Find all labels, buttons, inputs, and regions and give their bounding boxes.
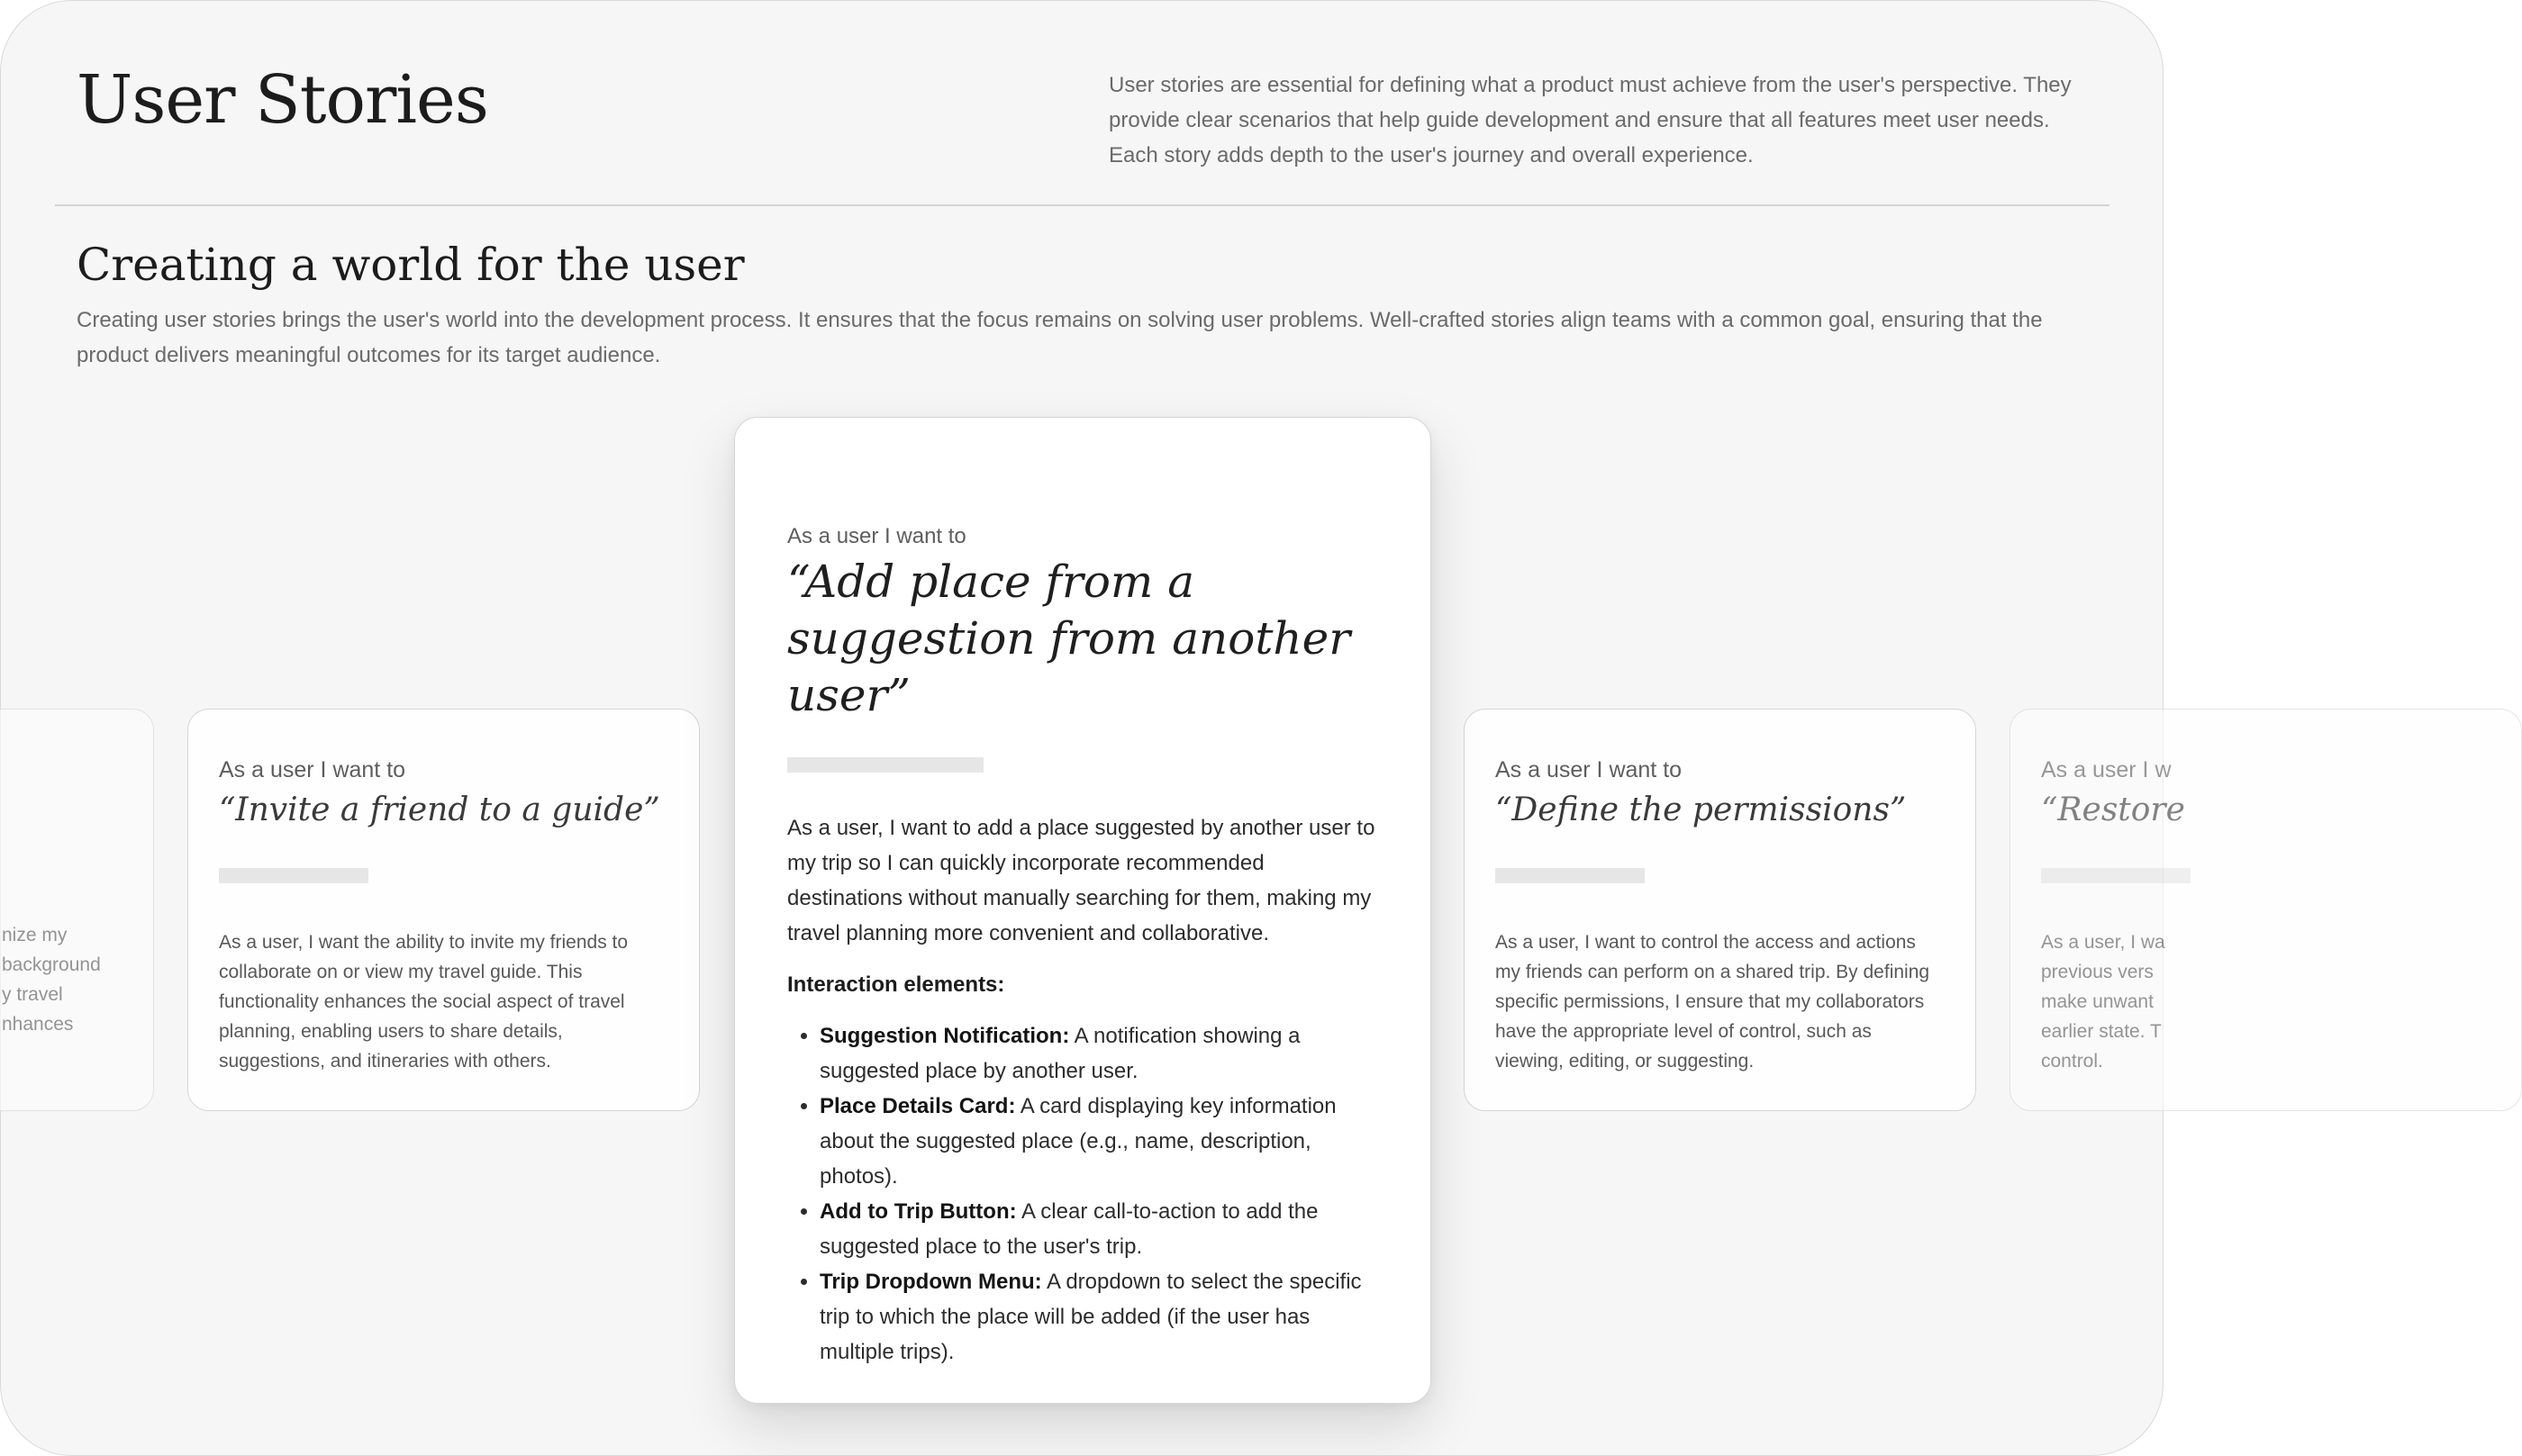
story-card-accent-bar (1495, 868, 1645, 883)
story-card-line: previous vers (2041, 962, 2154, 982)
interaction-elements-heading: Interaction elements: (787, 972, 1005, 997)
story-card-line: make unwant (2041, 991, 2154, 1012)
story-card-kicker: As a user I want to (787, 524, 966, 548)
page-title: User Stories (77, 61, 488, 139)
story-card-line: nhances (2, 1014, 74, 1035)
interaction-element-text: A clear call-to-action to add the suggested place to the user's trip. (820, 1199, 1319, 1259)
story-card-line: control. (2041, 1051, 2103, 1072)
story-card-kicker: As a user I want to (1495, 757, 1683, 782)
story-card-body: As a user, I want to control the access and actions my friends can perform on a shared trip. By defining specific permissions, I ensure that my collaborators have the appropriate level of control, such as viewing, editing, or suggesting. (1495, 932, 1930, 1072)
interaction-element-item (820, 1264, 1378, 1370)
interaction-element-text: A card displaying key information about the suggested place (e.g., name, description, photos). (820, 1094, 1337, 1189)
story-card-kicker: As a user I want to (219, 757, 406, 782)
interaction-element-name: Add to Trip Button: (820, 1199, 1017, 1224)
story-card-line: nize my (2, 925, 68, 945)
story-card-line: y travel (2, 984, 63, 1005)
interaction-element-item (820, 1018, 1378, 1089)
story-card-partial-left[interactable] (0, 709, 154, 1111)
story-card-title: “Invite a friend to a guide” (219, 791, 660, 828)
story-card-line: background (2, 954, 101, 975)
header-divider (55, 204, 2109, 206)
section-title: Creating a world for the user (77, 239, 745, 291)
section-description: Creating user stories brings the user's world into the development process. It ensures that the focus remains on solving user problems. Well-crafted stories align teams with a common goal, ensuring that the product delivers meaningful outcomes for its target audience. (77, 308, 2043, 367)
story-card-kicker: As a user I w (2041, 757, 2172, 782)
story-card-title: “Add place from a suggestion from another user” (787, 556, 1351, 721)
story-card-accent-bar (2041, 868, 2191, 883)
story-card-partial-right[interactable] (2009, 709, 2522, 1111)
interaction-element-name: Trip Dropdown Menu: (820, 1270, 1042, 1294)
interaction-element-item (820, 1089, 1378, 1194)
story-card-title: “Restore (2041, 791, 2185, 828)
interaction-element-name: Suggestion Notification: (820, 1024, 1070, 1048)
interaction-element-text: A dropdown to select the specific trip to which the place will be added (if the user has multiple trips). (820, 1270, 1362, 1364)
story-card-accent-bar (219, 868, 368, 883)
interaction-element-text: A notification showing a suggested place by another user. (820, 1024, 1301, 1083)
story-card-line: earlier state. T (2041, 1021, 2162, 1042)
story-card-accent-bar (787, 757, 984, 773)
interaction-element-name: Place Details Card: (820, 1094, 1016, 1118)
story-card-title: “Define the permissions” (1495, 791, 1907, 828)
story-card-featured[interactable] (734, 417, 1431, 1404)
interaction-element-item (820, 1194, 1378, 1264)
story-card-body (2041, 927, 2490, 1076)
story-card-line: As a user, I wa (2041, 932, 2165, 953)
story-card-body: As a user, I want to add a place suggested by another user to my trip so I can quickly incorporate recommended destinations without manually searching for them, making my travel planning more convenient and collaborative. (787, 816, 1375, 945)
story-card-define-permissions[interactable] (1464, 709, 1976, 1111)
story-card-body: As a user, I want the ability to invite my friends to collaborate on or view my travel guide. This functionality enhances the social aspect of travel planning, enabling users to share details, suggestions, and itineraries with others. (219, 932, 629, 1072)
interaction-elements-list (787, 1018, 1378, 1370)
story-card-invite-friend[interactable] (187, 709, 700, 1111)
intro-text: User stories are essential for defining what a product must achieve from the user's perspective. They provide clear scenarios that help guide development and ensure that all features meet user needs. Each story adds depth to the user's journey and overall experience. (1109, 73, 2072, 167)
